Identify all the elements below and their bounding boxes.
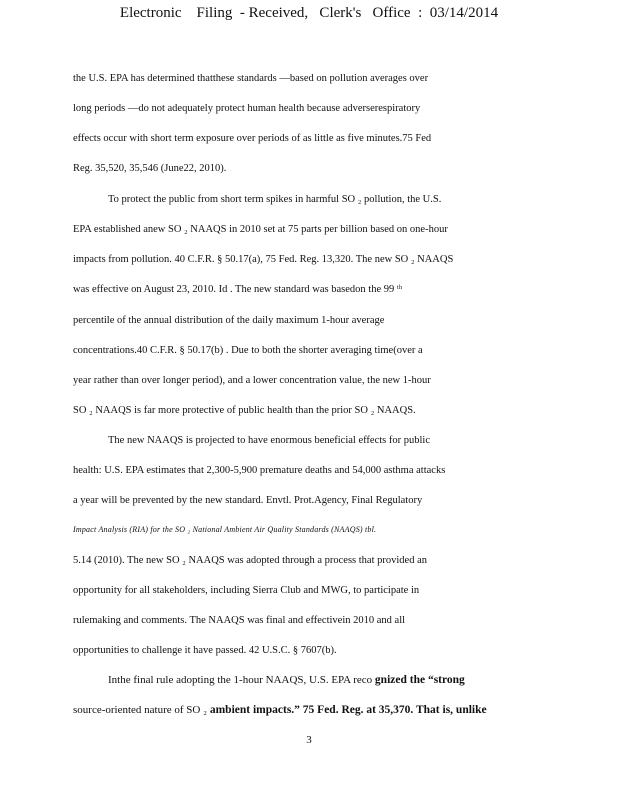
text-segment: Inthe final rule adopting the 1-hour NAAQS, U.S. EPA reco: [108, 674, 373, 686]
text-line: percentile of the annual distribution of the daily maximum 1-hour average: [73, 315, 385, 326]
text-line: EPA established anew SO ₂ NAAQS in 2010 set at 75 parts per billion based on one-hour: [73, 224, 448, 235]
text-line: [73, 704, 523, 716]
text-line: effects occur with short term exposure over periods of as little as five minutes.75 Fed: [73, 133, 432, 144]
text-line: the U.S. EPA has determined thatthese standards —based on pollution averages over: [73, 73, 429, 84]
text-line: To protect the public from short term spikes in harmful SO ₂ pollution, the U.S.: [108, 194, 442, 205]
text-line: long periods —do not adequately protect human health because adverserespiratory: [73, 103, 421, 114]
text-line: concentrations.40 C.F.R. § 50.17(b) . Due to both the shorter averaging time(over a: [73, 345, 423, 356]
text-line: [108, 674, 523, 686]
text-line: Impact Analysis (RIA) for the SO ₂ National Ambient Air Quality Standards (NAAQS) tbl.: [73, 525, 377, 534]
text-line: a year will be prevented by the new standard. Envtl. Prot.Agency, Final Regulatory: [73, 495, 423, 506]
text-line: The new NAAQS is projected to have enormous beneficial effects for public: [108, 435, 430, 446]
text-segment-bold: ambient impacts.” 75 Fed. Reg. at 35,370. That is, unlike: [206, 704, 487, 716]
text-segment: source-oriented nature of SO ₂: [73, 704, 207, 716]
text-line: rulemaking and comments. The NAAQS was final and effectivein 2010 and all: [73, 615, 406, 626]
text-line: was effective on August 23, 2010. Id . The new standard was basedon the 99 ᵗʰ: [73, 284, 403, 295]
text-line: SO ₂ NAAQS is far more protective of public health than the prior SO ₂ NAAQS.: [73, 405, 416, 416]
text-line: opportunities to challenge it have passed. 42 U.S.C. § 7607(b).: [73, 645, 337, 656]
text-line: 5.14 (2010). The new SO ₂ NAAQS was adopted through a process that provided an: [73, 555, 427, 566]
text-line: opportunity for all stakeholders, including Sierra Club and MWG, to participate in: [73, 585, 420, 596]
text-segment-bold: gnized the “strong: [374, 674, 465, 686]
page-number: 3: [306, 734, 312, 746]
text-line: Reg. 35,520, 35,546 (June22, 2010).: [73, 163, 227, 174]
text-line: year rather than over longer period), and a lower concentration value, the new 1-hour: [73, 375, 431, 386]
filing-header: Electronic Filing - Received, Clerk's Office : 03/14/2014: [119, 5, 499, 21]
text-line: health: U.S. EPA estimates that 2,300-5,900 premature deaths and 54,000 asthma attacks: [73, 465, 446, 476]
text-line: impacts from pollution. 40 C.F.R. § 50.17(a), 75 Fed. Reg. 13,320. The new SO ₂ NAAQS: [73, 254, 454, 265]
